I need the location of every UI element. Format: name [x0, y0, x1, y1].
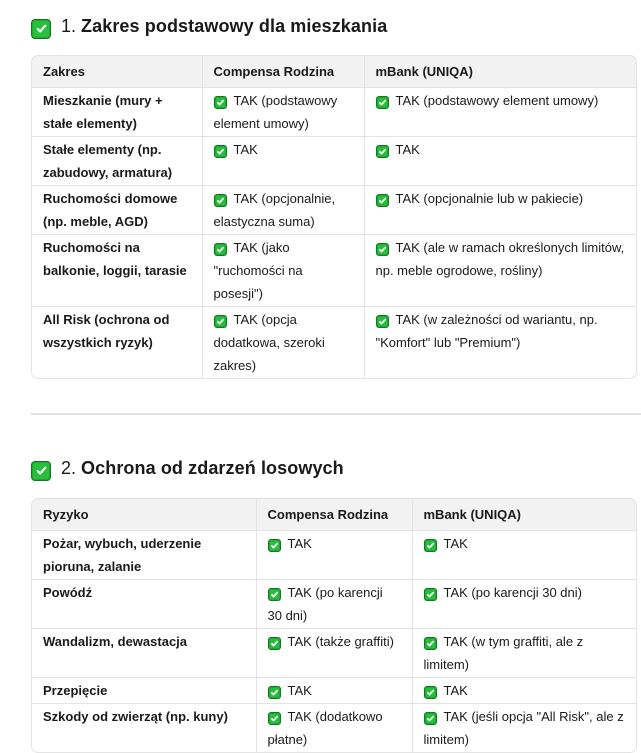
answer-cell: TAK (dodatkowo płatne) — [256, 704, 412, 753]
comparison-table-basic-scope — [31, 55, 637, 379]
answer-cell: TAK — [202, 137, 364, 186]
section-divider — [31, 413, 641, 415]
column-header: Compensa Rodzina — [202, 56, 364, 88]
row-label-cell: Przepięcie — [32, 678, 256, 704]
answer-cell: TAK (jeśli opcja "All Risk", ale z limitem) — [412, 704, 637, 753]
check-icon — [268, 686, 281, 699]
table-row — [32, 580, 637, 629]
table-row — [32, 137, 637, 186]
section-number: 1. — [61, 16, 77, 36]
table-row — [32, 186, 637, 235]
check-icon — [376, 96, 389, 109]
check-icon — [31, 19, 51, 39]
check-icon — [424, 712, 437, 725]
answer-cell: TAK (także graffiti) — [256, 629, 412, 678]
answer-cell: TAK (ale w ramach określonych limitów, np. meble ogrodowe, rośliny) — [364, 235, 637, 307]
check-icon — [214, 145, 227, 158]
row-label-cell: Wandalizm, dewastacja — [32, 629, 256, 678]
check-icon — [214, 243, 227, 256]
section-title: Ochrona od zdarzeń losowych — [81, 458, 344, 478]
check-icon — [268, 637, 281, 650]
row-label-cell: Szkody od zwierząt (np. kuny) — [32, 704, 256, 753]
table-row — [32, 678, 637, 704]
table-row — [32, 629, 637, 678]
check-icon — [424, 637, 437, 650]
comparison-table-random-events — [31, 498, 637, 753]
section-basic-scope — [31, 13, 637, 379]
answer-cell: TAK (opcjonalnie, elastyczna suma) — [202, 186, 364, 235]
answer-cell: TAK (podstawowy element umowy) — [202, 88, 364, 137]
table-row — [32, 531, 637, 580]
column-header: Ryzyko — [32, 499, 256, 531]
table-row — [32, 704, 637, 753]
check-icon — [268, 712, 281, 725]
column-header: mBank (UNIQA) — [412, 499, 637, 531]
section-number: 2. — [61, 458, 77, 478]
row-label-cell: Stałe elementy (np. zabudowy, armatura) — [32, 137, 202, 186]
answer-cell: TAK (w zależności od wariantu, np. "Komfort" lub "Premium") — [364, 307, 637, 379]
answer-cell: TAK (opcja dodatkowa, szeroki zakres) — [202, 307, 364, 379]
row-label-cell: Ruchomości domowe (np. meble, AGD) — [32, 186, 202, 235]
row-label-cell: All Risk (ochrona od wszystkich ryzyk) — [32, 307, 202, 379]
check-icon — [268, 588, 281, 601]
row-label-cell: Mieszkanie (mury + stałe elementy) — [32, 88, 202, 137]
check-icon — [376, 194, 389, 207]
answer-cell: TAK (jako "ruchomości na posesji") — [202, 235, 364, 307]
answer-cell: TAK — [412, 531, 637, 580]
check-icon — [214, 96, 227, 109]
answer-cell: TAK (po karencji 30 dni) — [256, 580, 412, 629]
check-icon — [214, 194, 227, 207]
section-heading — [31, 455, 637, 481]
column-header: mBank (UNIQA) — [364, 56, 637, 88]
table-row — [32, 307, 637, 379]
check-icon — [268, 539, 281, 552]
answer-cell: TAK — [256, 531, 412, 580]
answer-cell: TAK (podstawowy element umowy) — [364, 88, 637, 137]
section-title: Zakres podstawowy dla mieszkania — [81, 16, 388, 36]
answer-cell: TAK (opcjonalnie lub w pakiecie) — [364, 186, 637, 235]
table-header-row — [32, 56, 637, 88]
column-header: Compensa Rodzina — [256, 499, 412, 531]
section-random-events — [31, 455, 637, 753]
table-row — [32, 88, 637, 137]
answer-cell: TAK (po karencji 30 dni) — [412, 580, 637, 629]
check-icon — [31, 461, 51, 481]
check-icon — [424, 539, 437, 552]
row-label-cell: Pożar, wybuch, uderzenie pioruna, zalanie — [32, 531, 256, 580]
table-row — [32, 235, 637, 307]
table-header-row — [32, 499, 637, 531]
check-icon — [214, 315, 227, 328]
check-icon — [424, 686, 437, 699]
answer-cell: TAK — [412, 678, 637, 704]
section-heading — [31, 13, 637, 39]
answer-cell: TAK — [364, 137, 637, 186]
row-label-cell: Powódź — [32, 580, 256, 629]
row-label-cell: Ruchomości na balkonie, loggii, tarasie — [32, 235, 202, 307]
answer-cell: TAK (w tym graffiti, ale z limitem) — [412, 629, 637, 678]
check-icon — [424, 588, 437, 601]
answer-cell: TAK — [256, 678, 412, 704]
check-icon — [376, 315, 389, 328]
check-icon — [376, 145, 389, 158]
column-header: Zakres — [32, 56, 202, 88]
check-icon — [376, 243, 389, 256]
